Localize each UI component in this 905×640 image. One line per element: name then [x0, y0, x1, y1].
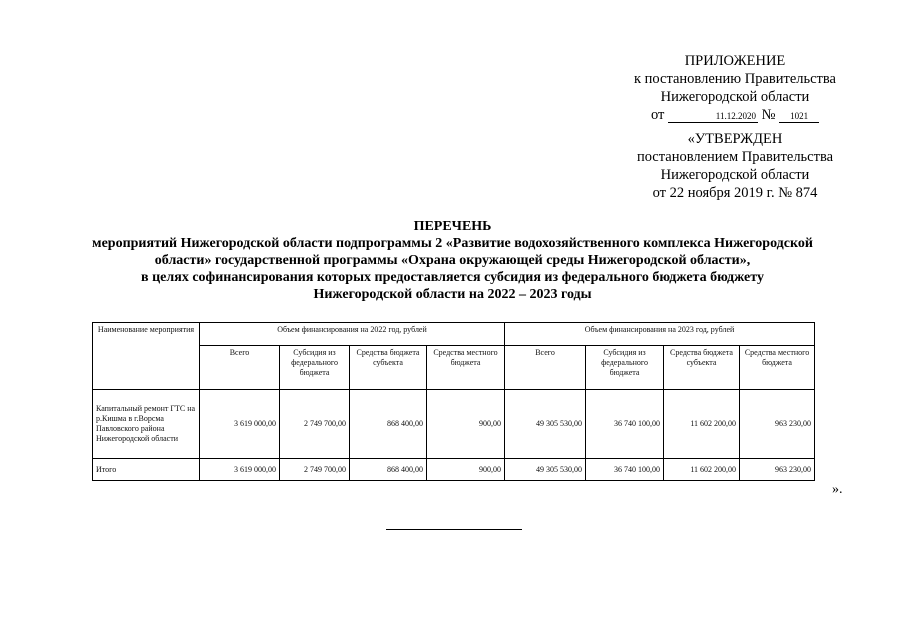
- total-2023-local: 963 230,00: [740, 459, 815, 481]
- closing-quote: ».: [832, 482, 843, 497]
- total-2022-total: 3 619 000,00: [200, 459, 280, 481]
- decree-date: 11.12.2020: [668, 110, 758, 123]
- from-label: от: [650, 107, 665, 123]
- title-line-4: Нижегородской области на 2022 – 2023 годы: [313, 287, 592, 302]
- total-2023-total: 49 305 530,00: [505, 459, 586, 481]
- row-name: Капитальный ремонт ГТС на р.Кишма в г.Ворсма Павловского района Нижегородской области: [93, 390, 200, 459]
- cell-2022-federal: 2 749 700,00: [280, 390, 350, 459]
- title-line-3: в целях софинансирования которых предоставляется субсидия из федерального бюджета бюджету: [141, 270, 764, 285]
- approved-line-3: Нижегородской области: [660, 167, 810, 183]
- appendix-block: [600, 52, 870, 124]
- header-group-2022: Объем финансирования на 2022 год, рублей: [200, 323, 505, 346]
- approved-line-4: от 22 ноября 2019 г. № 874: [652, 185, 818, 201]
- title-heading: ПЕРЕЧЕНЬ: [413, 219, 492, 234]
- total-2022-local: 900,00: [427, 459, 505, 481]
- approved-line-2: постановлением Правительства: [636, 149, 834, 165]
- header-group-2023: Объем финансирования на 2023 год, рублей: [505, 323, 815, 346]
- header-name: Наименование мероприятия: [93, 323, 200, 390]
- header-2022-subject: Средства бюджета субъекта: [350, 346, 427, 390]
- cell-2023-local: 963 230,00: [740, 390, 815, 459]
- header-2023-total: Всего: [505, 346, 586, 390]
- appendix-date-line: [600, 106, 870, 124]
- header-2022-total: Всего: [200, 346, 280, 390]
- header-2023-subject: Средства бюджета субъекта: [664, 346, 740, 390]
- cell-2023-subject: 11 602 200,00: [664, 390, 740, 459]
- total-2023-subject: 11 602 200,00: [664, 459, 740, 481]
- table-header-row-2: [93, 346, 815, 390]
- financing-table: [92, 322, 815, 481]
- total-2023-federal: 36 740 100,00: [586, 459, 664, 481]
- title-line-2: области» государственной программы «Охрана окружающей среды Нижегородской области»,: [154, 253, 751, 268]
- header-2023-local: Средства местного бюджета: [740, 346, 815, 390]
- appendix-heading: ПРИЛОЖЕНИЕ: [684, 53, 786, 69]
- header-2022-local: Средства местного бюджета: [427, 346, 505, 390]
- approved-line-1: «УТВЕРЖДЕН: [687, 131, 783, 147]
- total-2022-subject: 868 400,00: [350, 459, 427, 481]
- row-name-total: Итого: [93, 459, 200, 481]
- appendix-line-2: к постановлению Правительства: [634, 71, 836, 87]
- cell-2023-federal: 36 740 100,00: [586, 390, 664, 459]
- cell-2022-total: 3 619 000,00: [200, 390, 280, 459]
- table-row: [93, 390, 815, 459]
- title-line-1: мероприятий Нижегородской области подпрограммы 2 «Развитие водохозяйственного комплекса Нижегородской: [92, 236, 813, 251]
- table-header-row-1: [93, 323, 815, 346]
- table-row-total: [93, 459, 815, 481]
- cell-2022-local: 900,00: [427, 390, 505, 459]
- separator-line: [386, 529, 522, 530]
- number-sign: №: [761, 107, 776, 123]
- header-2022-federal: Субсидия из федерального бюджета: [280, 346, 350, 390]
- cell-2023-total: 49 305 530,00: [505, 390, 586, 459]
- decree-number: 1021: [779, 110, 819, 123]
- cell-2022-subject: 868 400,00: [350, 390, 427, 459]
- appendix-line-3: Нижегородской области: [660, 89, 810, 105]
- header-2023-federal: Субсидия из федерального бюджета: [586, 346, 664, 390]
- document-title: [40, 218, 865, 303]
- approved-block: [600, 130, 870, 202]
- total-2022-federal: 2 749 700,00: [280, 459, 350, 481]
